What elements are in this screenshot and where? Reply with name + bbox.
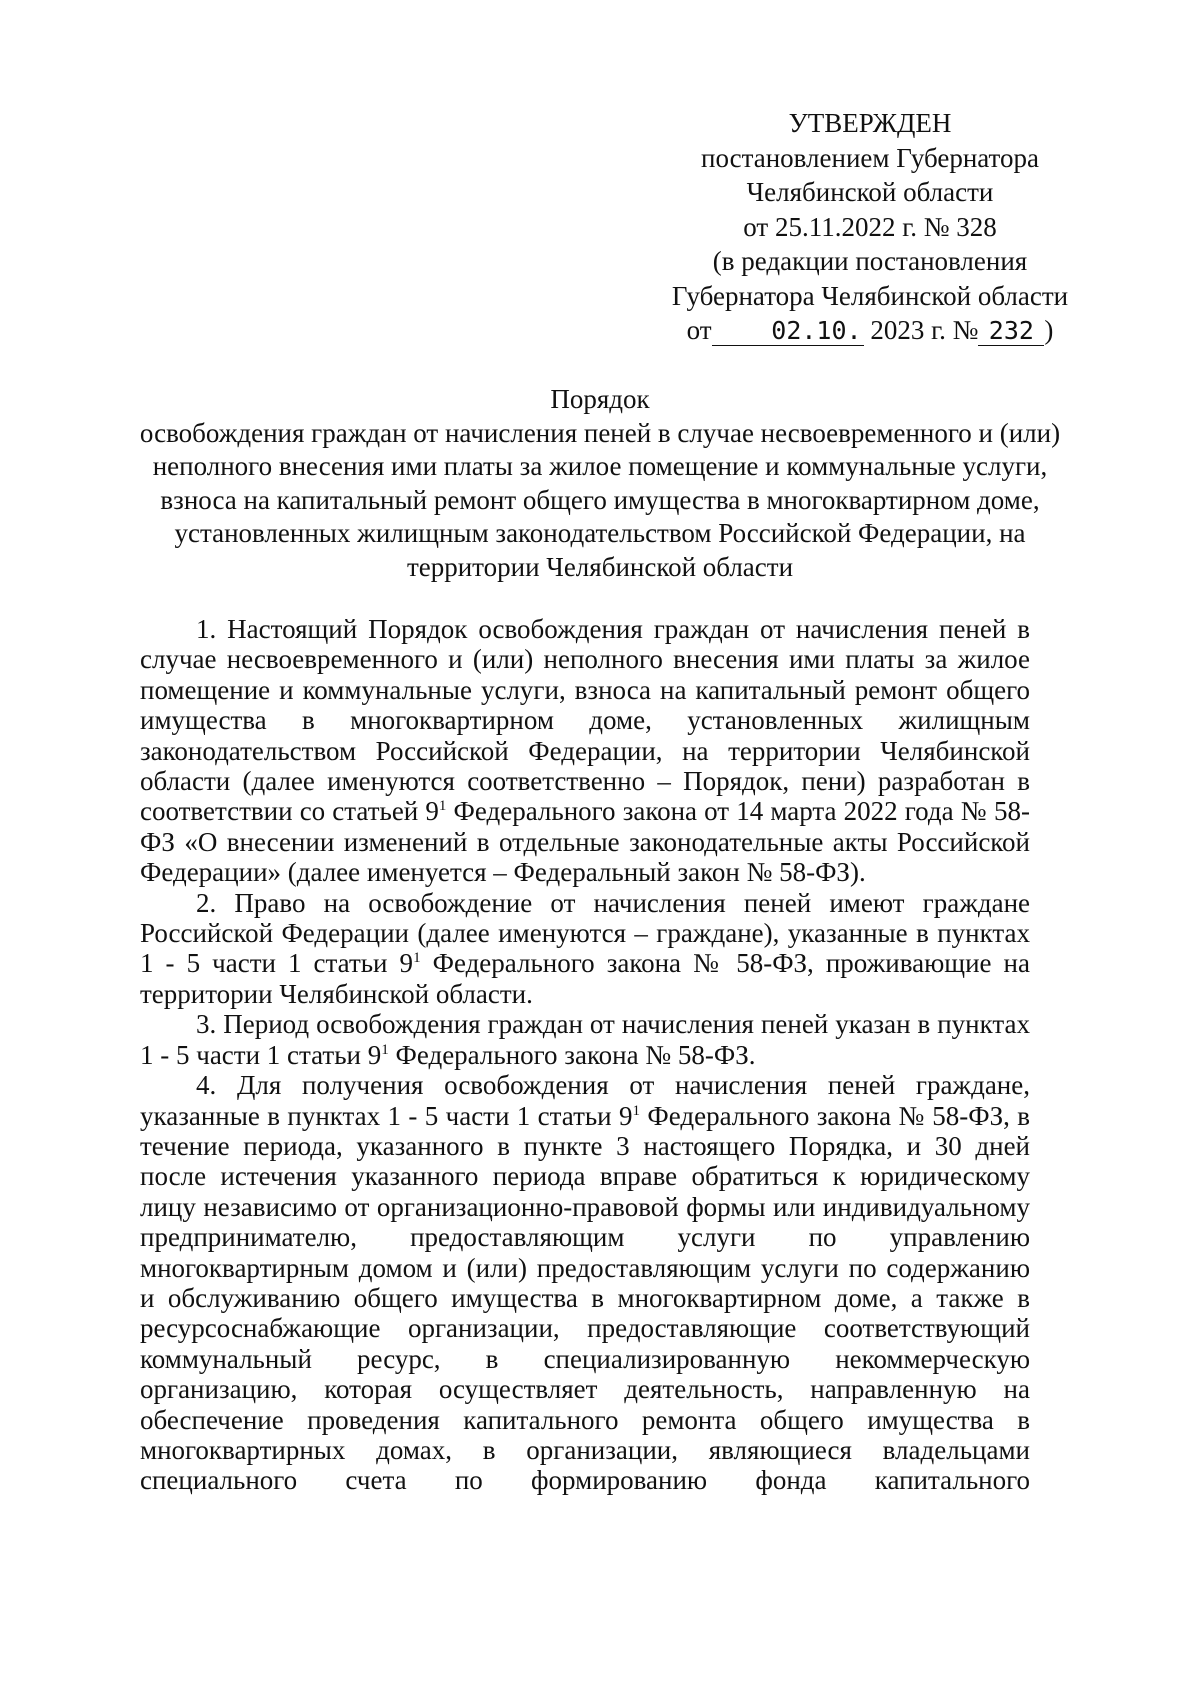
superscript: 1 [413,950,421,967]
approval-line: Челябинской области [746,177,994,207]
superscript: 1 [632,1102,641,1119]
paragraph-text: Федерального закона № 58-ФЗ, проживающие на территории Челябинской области. [140,948,1030,1009]
date-year: 2023 г. № [863,315,979,345]
heading-title: Порядок [550,384,650,414]
approval-line: Губернатора Челябинской области [671,280,1069,311]
approval-line: от 25.11.2022 г. № 328 [743,211,997,242]
amendment-date-line [640,313,1100,348]
paragraph-text: Федерального закона № 58-ФЗ. [388,1039,756,1070]
document-heading [100,383,1100,584]
paragraph-text: 4. Для получения освобождения от начисления пеней граждане, указанные в пунктах 1 - 5 части 1 статьи 9 [140,1070,1030,1131]
approval-line: (в редакции постановления [712,246,1028,276]
paragraph-3 [140,1009,1030,1070]
approval-title: УТВЕРЖДЕН [788,108,952,138]
paragraph-4 [140,1070,1030,1496]
paragraph-2 [140,888,1030,1010]
paragraph-text: Федерального закона от 14 марта 2022 года № 58-ФЗ «О внесении изменений в отдельные законодательные акты Российской Федерации» (далее именуется – Федеральный закон № 58-ФЗ). [140,796,1030,888]
paragraph-text: 1. Настоящий Порядок освобождения граждан от начисления пеней в случае несвоевременного и (или) неполного внесения ими платы за жилое помещение и коммунальные услуги, взноса на капитальный ремонт общего имущества в многоквартирном доме, установленных жилищным законодательством Российской Федерации, на территории Челябинской области (далее именуются соответственно – Порядок, пени) разработан в соответствии со статьей 9 [140,614,1030,827]
heading-line: территории Челябинской области [406,551,794,582]
date-prefix: от [686,315,712,345]
heading-line: установленных жилищным законодательством Российской Федерации, на [174,518,1026,548]
approval-line: постановлением Губернатора [701,142,1039,173]
filled-date: 02.10. [712,317,864,346]
paragraph-text: 3. Период освобождения граждан от начисления пеней указан в пунктах 1 - 5 части 1 статьи 9 [140,1009,1030,1070]
heading-line: взноса на капитальный ремонт общего имущества в многоквартирном доме, [160,484,1040,515]
paragraph-text: 2. Право на освобождение от начисления пеней имеют граждане Российской Федерации (далее именуются – граждане), указанные в пунктах 1 - 5 части 1 статьи 9 [140,887,1030,979]
paragraph-1 [140,614,1030,888]
superscript: 1 [438,798,447,815]
heading-line: освобождения граждан от начисления пеней в случае несвоевременного и (или) [139,417,1061,448]
heading-line: неполного внесения ими платы за жилое помещение и коммунальные услуги, [152,451,1048,481]
approval-stamp [640,106,1100,348]
filled-number: 232 [978,317,1044,346]
superscript: 1 [381,1041,389,1058]
document-body [140,614,1030,1496]
close-paren: ) [1044,315,1054,345]
paragraph-text: Федерального закона № 58-ФЗ, в течение периода, указанного в пункте 3 настоящего Порядка, и 30 дней после истечения указанного периода вправе обратиться к юридическому лицу независимо от организационно-правовой формы или индивидуальному предпринимателю, предоставляющим услуги по управлению многоквартирным домом и (или) предоставляющим услуги по содержанию и обслуживанию общего имущества в многоквартирном доме, а также в ресурсоснабжающие организации, предоставляющие соответствующий коммунальный ресурс, в специализированную некоммерческую организацию, которая осуществляет деятельность, направленную на обеспечение проведения капитального ремонта общего имущества в многоквартирных домах, в организации, являющиеся владельцами специального счета по формированию фонда капитального [140,1100,1030,1496]
